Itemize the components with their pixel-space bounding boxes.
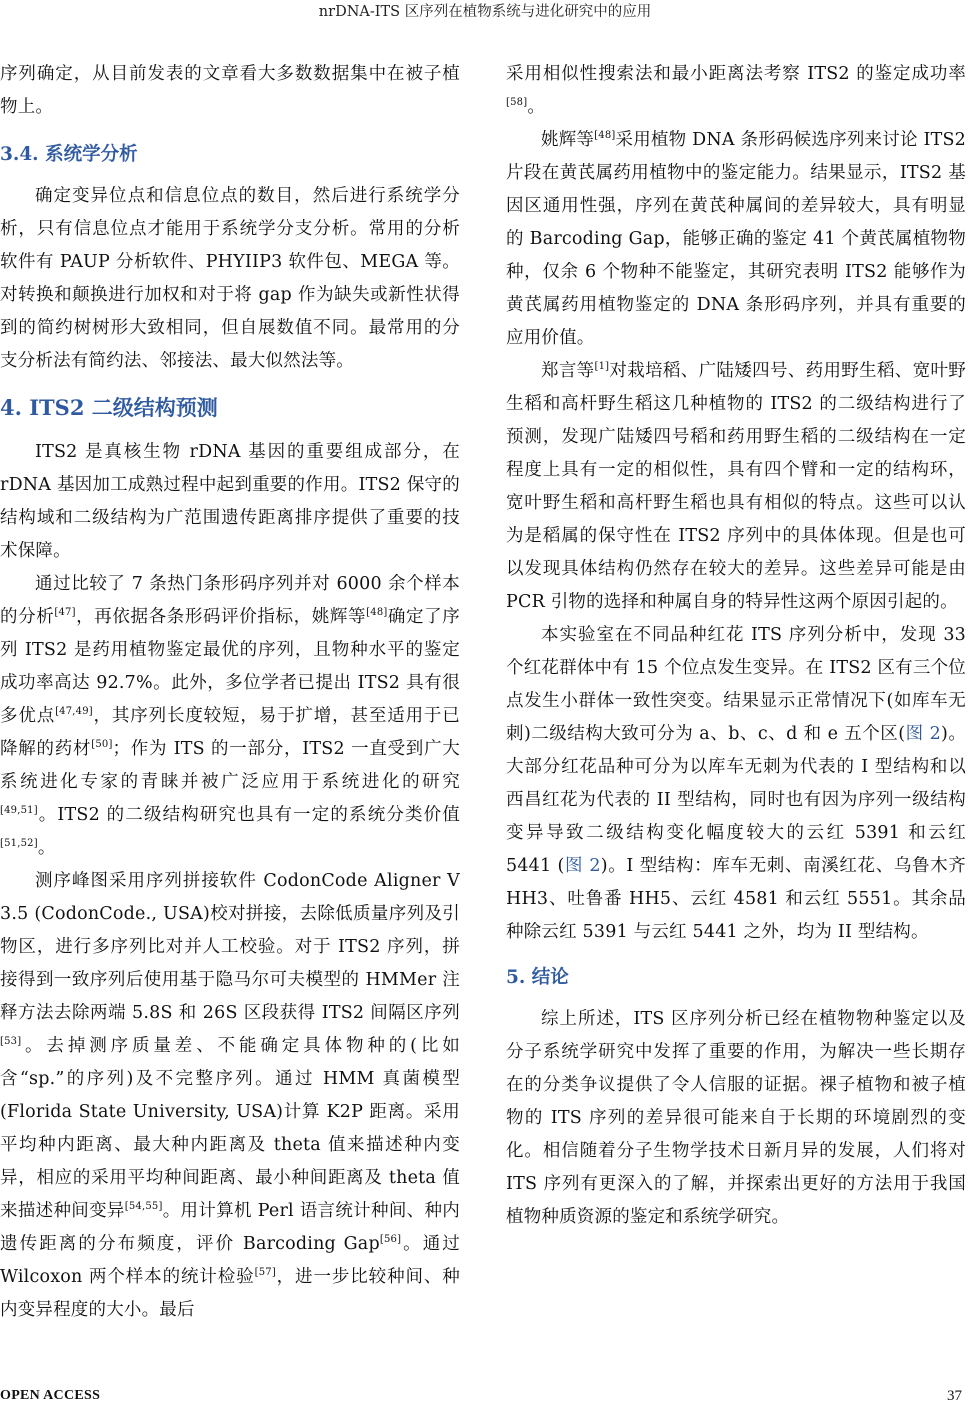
text-span: 采用相似性搜索法和最小距离法考察 ITS2 的鉴定成功率 xyxy=(506,64,966,84)
right-paragraph-rice xyxy=(506,355,966,619)
text-span: 对栽培稻、广陆矮四号、药用野生稻、宽叶野生稻和高杆野生稻这几种植物的 ITS2 的二级结构进行了预测，发现广陆矮四号稻和药用野生稻的二级结构在一定程度上具有一定的相似性，具有四个臂和一定的结构环，宽叶野生稻和高杆野生稻也具有相似的特点。这些可以认为是稻属的保守性在 ITS2 序列中的具体体现。但是也可以发现具体结构仍然存在较大的差异。这些差异可能是由 PCR 引物的选择和种属自身的特异性这两个原因引起的。 xyxy=(506,361,966,612)
footer-journal: OPEN ACCESS xyxy=(0,1388,101,1403)
citation-ref[interactable]: [54,55] xyxy=(124,1201,163,1213)
citation-ref[interactable]: [58] xyxy=(506,97,528,109)
left-paragraph-continuation: 序列确定，从目前发表的文章看大多数数据集中在被子植物上。 xyxy=(0,64,460,117)
citation-ref[interactable]: [53] xyxy=(0,1036,22,1048)
left-column xyxy=(0,58,460,1327)
figure-link[interactable]: 图 2 xyxy=(564,856,601,876)
text-span: 姚辉等 xyxy=(541,130,595,150)
text-span: )。大部分红花品种可分为以库车无刺为代表的 I 型结构和以西昌红花为代表的 II 型结构，同时也有因为序列一级结构变异导致二级结构变化幅度较大的云红 5391 和云红 5441 ( xyxy=(506,724,967,876)
section-heading-3-4: 3.4. 系统学分析 xyxy=(0,144,138,165)
text-span: 。去掉测序质量差、不能确定具体物种的(比如含“sp.”的序列)及不完整序列。通过 HMM 真菌模型(Florida State University, USA)计算 K2P 距离。采用平均种内距离、最大种内距离及 theta 值来描述种内变异，相应的采用平均种间距离、最小种间距离及 theta 值来描述种间变异 xyxy=(0,1036,460,1221)
text-span: )。I 型结构：库车无刺、南溪红花、乌鲁木齐 HH3、吐鲁番 HH5、云红 4581 和云红 5551。其余品种除云红 5391 与云红 5441 之外，均为 II 型结构。 xyxy=(506,856,967,942)
text-span: 。通过 Wilcoxon 两个样本的统计检验 xyxy=(0,1234,460,1287)
text-span: ；作为 ITS 的一部分，ITS2 一直受到广大系统进化专家的青睐并被广泛应用于系统进化的研究 xyxy=(0,739,460,792)
text-span: 确定了序列 ITS2 是药用植物鉴定最优的序列，且物种水平的鉴定成功率高达 92.7%。此外，多位学者已提出 ITS2 具有很多优点 xyxy=(0,607,460,726)
page-number: 37 xyxy=(947,1388,962,1404)
citation-ref[interactable]: [1] xyxy=(594,361,610,373)
citation-ref[interactable]: [47] xyxy=(54,607,76,619)
citation-ref[interactable]: [51,52] xyxy=(0,838,38,850)
citation-ref[interactable]: [48] xyxy=(594,130,616,142)
citation-ref[interactable]: [49,51] xyxy=(0,805,38,817)
right-paragraph-conclusion: 综上所述，ITS 区序列分析已经在植物物种鉴定以及分子系统学研究中发挥了重要的作用，为解决一些长期存在的分类争议提供了令人信服的证据。裸子植物和被子植物的 ITS 序列的差异很可能来自于长期的环境剧烈的变化。相信随着分子生物学技术日新月异的发展，人们将对 ITS 序列有更深入的了解，并探索出更好的方法用于我国植物种质资源的鉴定和系统学研究。 xyxy=(506,1009,966,1227)
left-paragraph-barcode-comparison xyxy=(0,568,460,865)
citation-ref[interactable]: [57] xyxy=(254,1267,276,1279)
right-paragraph-continuation xyxy=(506,58,966,124)
left-paragraph-its2-intro: ITS2 是真核生物 rDNA 基因的重要组成部分，在 rDNA 基因加工成熟过程中起到重要的作用。ITS2 保守的结构域和二级结构为广范围遗传距离排序提供了重要的技术保障。 xyxy=(0,442,460,561)
text-span: 。 xyxy=(37,838,56,858)
text-span: ，其序列长度较短，易于扩增，甚至适用于已降解的药材 xyxy=(0,706,460,759)
text-span: ，再依据各条形码评价指标，姚辉等 xyxy=(75,607,367,627)
text-span: 。ITS2 的二级结构研究也具有一定的系统分类价值 xyxy=(37,805,460,825)
text-span: 本实验室在不同品种红花 ITS 序列分析中，发现 33 个红花群体中有 15 个位点发生变异。在 ITS2 区有三个位点发生小群体一致性突变。结果显示正常情况下(如库车无刺)二级结构大致可分为 a、b、c、d 和 e 五个区( xyxy=(506,625,966,744)
text-span: 采用植物 DNA 条形码候选序列来讨论 ITS2 片段在黄芪属药用植物中的鉴定能力。结果显示，ITS2 基因区通用性强，序列在黄芪种属间的差异较大，具有明显的 Barcoding Gap，能够正确的鉴定 41 个黄芪属植物物种，仅余 6 个物种不能鉴定，其研究表明 ITS2 能够作为黄芪属药用植物鉴定的 DNA 条形码序列，并具有重要的应用价值。 xyxy=(506,130,966,348)
citation-ref[interactable]: [50] xyxy=(91,739,113,751)
text-span: ，进一步比较种间、种内变异程度的大小。最后 xyxy=(0,1267,460,1320)
left-paragraph-methods xyxy=(0,865,460,1327)
text-span: 测序峰图采用序列拼接软件 CodonCode Aligner V 3.5 (CodonCode., USA)校对拼接，去除低质量序列及引物区，进行多序列比对并人工校验。对于 ITS2 序列，拼接得到一致序列后使用基于隐马尔可夫模型的 HMMer 注释方法去除两端 5.8S 和 26S 区段获得 ITS2 间隔区序列 xyxy=(0,871,460,1023)
text-span: 。用计算机 Perl 语言统计种间、种内遗传距离的分布频度，评价 Barcoding Gap xyxy=(0,1201,460,1254)
right-paragraph-safflower xyxy=(506,619,966,949)
text-span: 。 xyxy=(527,97,546,117)
citation-ref[interactable]: [56] xyxy=(379,1234,402,1246)
right-column xyxy=(506,58,966,1234)
text-span: 通过比较了 7 条热门条形码序列并对 6000 余个样本的分析 xyxy=(0,574,460,627)
citation-ref[interactable]: [48] xyxy=(366,607,388,619)
section-heading-5: 5. 结论 xyxy=(506,967,569,988)
figure-link[interactable]: 图 2 xyxy=(905,724,941,744)
text-span: 郑言等 xyxy=(541,361,595,381)
left-paragraph-phylogenetic-analysis: 确定变异位点和信息位点的数目，然后进行系统学分析，只有信息位点才能用于系统学分支分析。常用的分析软件有 PAUP 分析软件、PHYIIP3 软件包、MEGA 等。对转换和颠换进行加权和对于将 gap 作为缺失或新性状得到的简约树树形大致相同，但自展数值不同。最常用的分支分析法有简约法、邻接法、最大似然法等。 xyxy=(0,186,460,371)
citation-ref[interactable]: [47,49] xyxy=(55,706,93,718)
right-paragraph-astragalus xyxy=(506,124,966,355)
section-heading-4: 4. ITS2 二级结构预测 xyxy=(0,395,218,420)
running-head: nrDNA-ITS 区序列在植物系统与进化研究中的应用 xyxy=(318,4,652,20)
